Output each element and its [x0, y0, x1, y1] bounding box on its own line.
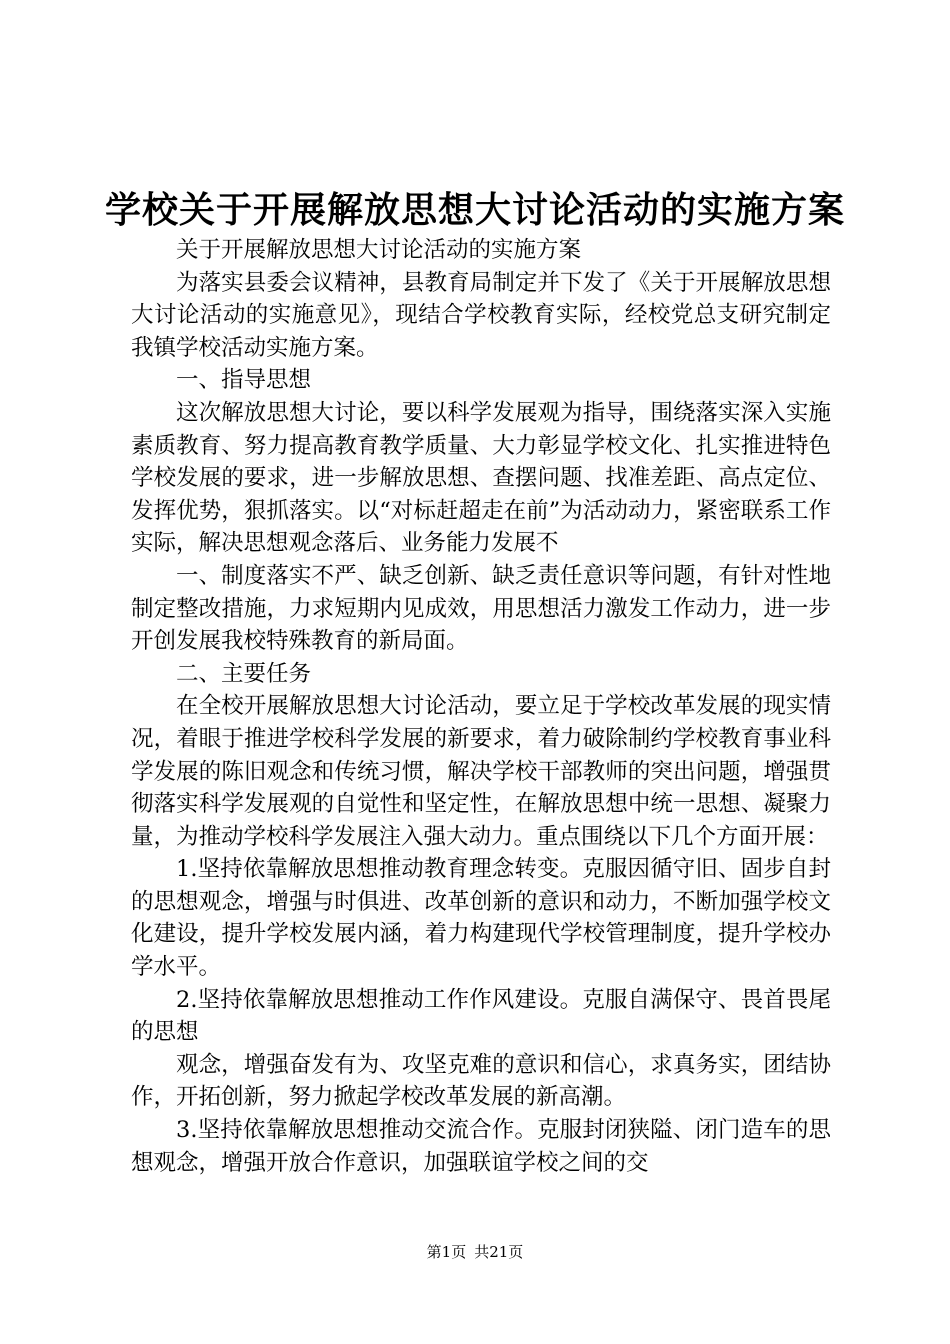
list-item-1: 1.坚持依靠解放思想推动教育理念转变。克服因循守旧、固步自封的思想观念，增强与时俱进、改革创新的意识和动力，不断加强学校文化建设，提升学校发展内涵，着力构建现代学校管理制度，提升学校办学水平。	[131, 856, 831, 981]
document-title: 学校关于开展解放思想大讨论活动的实施方案	[104, 189, 845, 231]
paragraph-main-tasks: 在全校开展解放思想大讨论活动，要立足于学校改革发展的现实情况，着眼于推进学校科学发展的新要求，着力破除制约学校教育事业科学发展的陈旧观念和传统习惯，解决学校干部教师的突出问题，增强贯彻落实科学发展观的自觉性和坚定性，在解放思想中统一思想、凝聚力量，为推动学校科学发展注入强大动力。重点围绕以下几个方面开展：	[131, 693, 831, 850]
section-heading-main-tasks: 二、主要任务	[176, 660, 312, 687]
section-heading-guiding-thought: 一、指导思想	[176, 367, 312, 394]
paragraph-institution-issues: 一、制度落实不严、缺乏创新、缺乏责任意识等问题，有针对性地制定整改措施，力求短期内见成效，用思想活力激发工作动力，进一步开创发展我校特殊教育的新局面。	[131, 562, 831, 655]
paragraph-continuation: 观念，增强奋发有为、攻坚克难的意识和信心，求真务实，团结协作，开拓创新，努力掀起学校改革发展的新高潮。	[131, 1051, 831, 1111]
document-body	[131, 234, 831, 1179]
paragraph-guiding-thought: 这次解放思想大讨论，要以科学发展观为指导，围绕落实深入实施素质教育、努力提高教育教学质量、大力彰显学校文化、扎实推进特色学校发展的要求，进一步解放思想、查摆问题、找准差距、高点定位、发挥优势，狠抓落实。以“对标赶超走在前”为活动动力，紧密联系工作实际，解决思想观念落后、业务能力发展不	[131, 399, 831, 557]
page-footer	[0, 1242, 950, 1262]
paragraph-subtitle: 关于开展解放思想大讨论活动的实施方案	[176, 237, 582, 263]
page-number-total: 共21页	[474, 1243, 524, 1261]
list-item-2: 2.坚持依靠解放思想推动工作作风建设。克服自满保守、畏首畏尾的思想	[131, 986, 831, 1046]
list-item-3: 3.坚持依靠解放思想推动交流合作。克服封闭狭隘、闭门造车的思想观念，增强开放合作意识，加强联谊学校之间的交	[131, 1117, 831, 1176]
page-number-current: 第1页	[426, 1243, 467, 1261]
paragraph-intro: 为落实县委会议精神，县教育局制定并下发了《关于开展解放思想大讨论活动的实施意见》，现结合学校教育实际，经校党总支研究制定我镇学校活动实施方案。	[131, 269, 831, 361]
